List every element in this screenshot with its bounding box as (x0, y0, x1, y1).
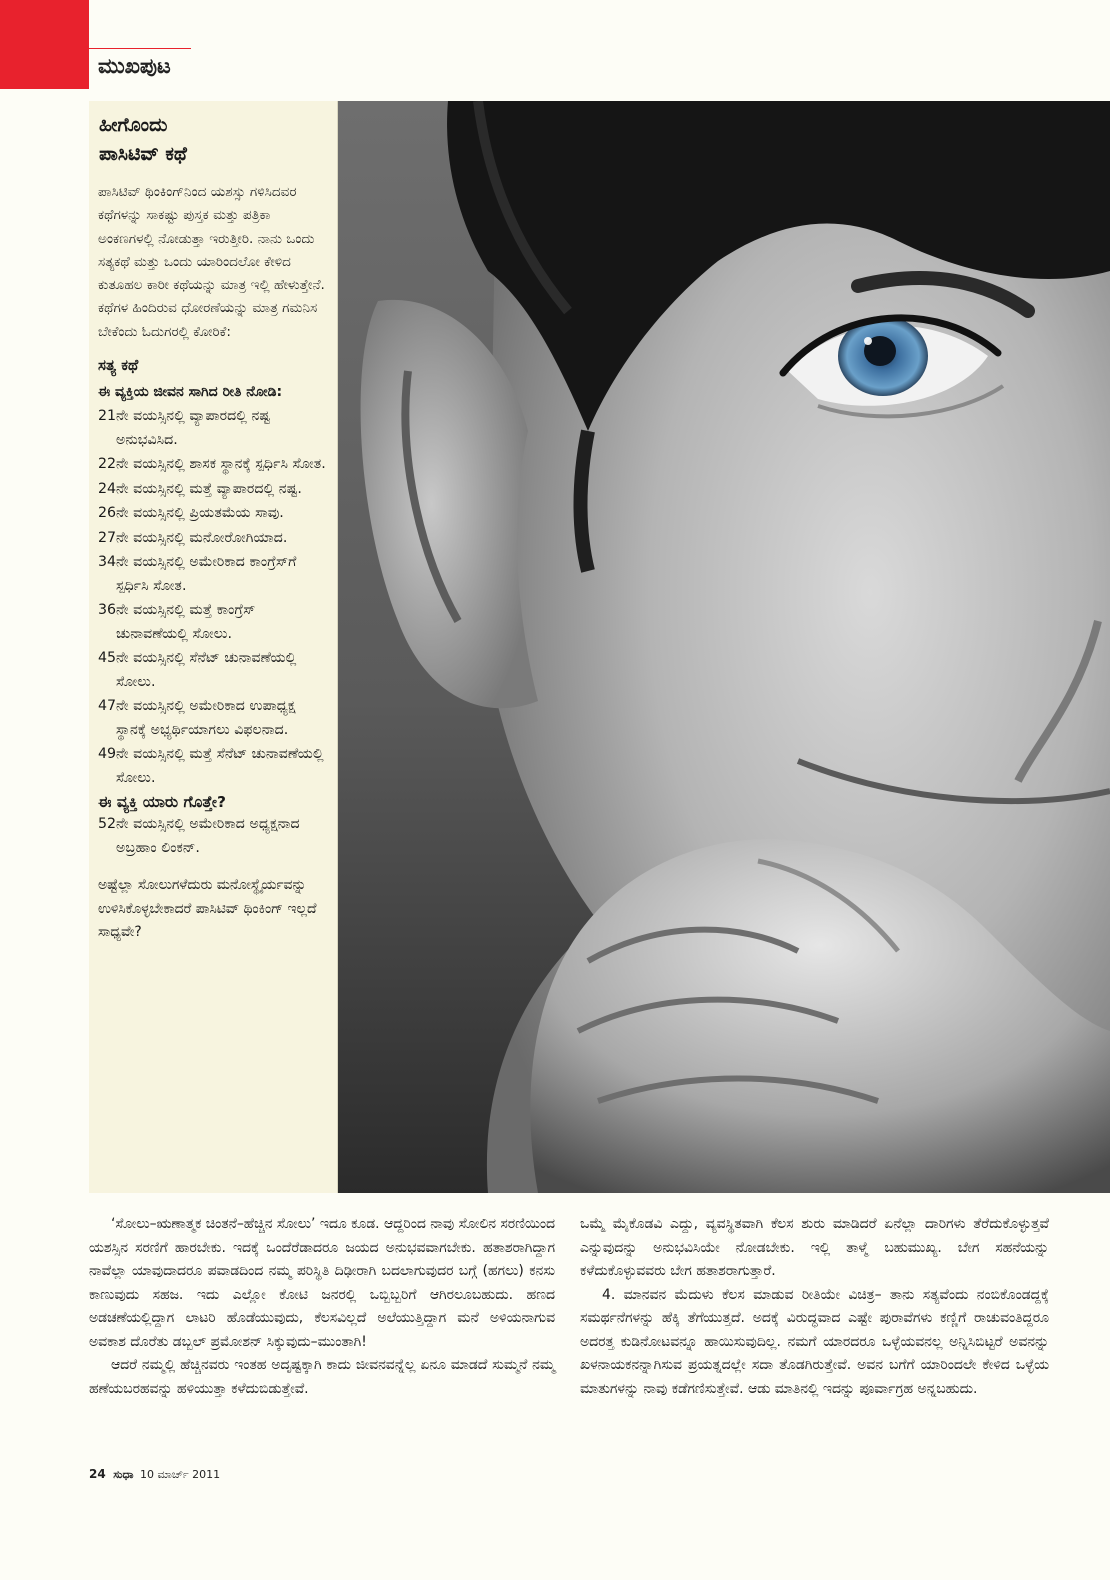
page-number: 24 (89, 1467, 106, 1481)
page-footer (89, 1467, 220, 1482)
section-rule (89, 48, 191, 49)
sidebar-box (89, 101, 338, 1193)
section-label: ಮುಖಪುಟ (98, 54, 171, 78)
issue-date: 10 ಮಾರ್ಚ್ 2011 (140, 1468, 221, 1481)
fact-list (98, 405, 329, 790)
sidebar-subheading: ಸತ್ಯ ಕಥೆ (98, 356, 139, 375)
fact-item: 45ನೇ ವಯಸ್ಸಿನಲ್ಲಿ ಸೆನೆಟ್ ಚುನಾವಣೆಯಲ್ಲಿ ಸೋಲು. (98, 650, 297, 690)
sidebar-title (99, 111, 329, 169)
body-column-2 (580, 1213, 1049, 1401)
body-column-1 (89, 1213, 555, 1401)
body-paragraph: ಒಮ್ಮೆ ಮೈಕೊಡವಿ ಎದ್ದು, ವ್ಯವಸ್ಥಿತವಾಗಿ ಕೆಲಸ ಶುರು ಮಾಡಿದರೆ ಏನೆಲ್ಲಾ ದಾರಿಗಳು ತೆರೆದುಕೊಳ್ಳುತ್ತವೆ ಎನ್ನುವುದನ್ನು ಅನುಭವಿಸಿಯೇ ನೋಡಬೇಕು. ಇಲ್ಲಿ ತಾಳ್ಮೆ ಬಹುಮುಖ್ಯ. ಬೇಗ ಸಹನೆಯನ್ನು ಕಳೆದುಕೊಳ್ಳುವವರು ಬೇಗ ಹತಾಶರಾಗುತ್ತಾರೆ. (580, 1216, 1049, 1279)
magazine-name: ಸುಧಾ (113, 1468, 134, 1481)
sidebar-title-line1: ಹೀಗೊಂದು (99, 114, 168, 136)
sidebar-question: ಈ ವ್ಯಕ್ತಿ ಯಾರು ಗೊತ್ತೇ? (98, 793, 227, 812)
fact-item: 22ನೇ ವಯಸ್ಸಿನಲ್ಲಿ ಶಾಸಕ ಸ್ಥಾನಕ್ಕೆ ಸ್ಪರ್ಧಿಸಿ ಸೋತ. (98, 456, 326, 473)
body-paragraph: ಆದರೆ ನಮ್ಮಲ್ಲಿ ಹೆಚ್ಚಿನವರು ಇಂತಹ ಅದೃಷ್ಟಕ್ಕಾಗಿ ಕಾದು ಜೀವನವನ್ನೆಲ್ಲ ಏನೂ ಮಾಡದೆ ಸುಮ್ಮನೆ ನಮ್ಮ ಹಣೆಯಬರಹವನ್ನು ಹಳಿಯುತ್ತಾ ಕಳೆದುಬಿಡುತ್ತೇವೆ. (89, 1357, 555, 1397)
sidebar-title-line2: ಪಾಸಿಟಿವ್ ಕಥೆ (99, 143, 187, 165)
fact-item: 27ನೇ ವಯಸ್ಸಿನಲ್ಲಿ ಮನೋರೋಗಿಯಾದ. (98, 529, 288, 546)
sidebar-closing: ಅಷ್ಟೆಲ್ಲಾ ಸೋಲುಗಳೆದುರು ಮನೋಸ್ಥೈರ್ಯವನ್ನು ಉಳಿಸಿಕೊಳ್ಳಬೇಕಾದರೆ ಪಾಸಿಟಿವ್ ಥಿಂಕಿಂಗ್ ಇಲ್ಲದೆ ಸಾಧ್ಯವೇ? (98, 877, 317, 941)
sidebar-lead: ಈ ವ್ಯಕ್ತಿಯ ಜೀವನ ಸಾಗಿದ ರೀತಿ ನೋಡಿ: (98, 384, 283, 401)
fact-item-final: 52ನೇ ವಯಸ್ಸಿನಲ್ಲಿ ಅಮೇರಿಕಾದ ಅಧ್ಯಕ್ಷನಾದ ಅಬ್ರಹಾಂ ಲಿಂಕನ್. (98, 816, 300, 856)
fact-item: 34ನೇ ವಯಸ್ಸಿನಲ್ಲಿ ಅಮೇರಿಕಾದ ಕಾಂಗ್ರೆಸ್‌ಗೆ ಸ್ಪರ್ಧಿಸಿ ಸೋತ. (98, 554, 297, 594)
cover-photo-illustration (338, 101, 1110, 1193)
fact-item: 36ನೇ ವಯಸ್ಸಿನಲ್ಲಿ ಮತ್ತೆ ಕಾಂಗ್ರೆಸ್ ಚುನಾವಣೆಯಲ್ಲಿ ಸೋಲು. (98, 602, 256, 642)
cover-photo (338, 101, 1110, 1193)
fact-item: 47ನೇ ವಯಸ್ಸಿನಲ್ಲಿ ಅಮೇರಿಕಾದ ಉಪಾಧ್ಯಕ್ಷ ಸ್ಥಾನಕ್ಕೆ ಅಭ್ಯರ್ಥಿಯಾಗಲು ವಿಫಲನಾದ. (98, 698, 296, 738)
fact-item: 24ನೇ ವಯಸ್ಸಿನಲ್ಲಿ ಮತ್ತೆ ವ್ಯಾಪಾರದಲ್ಲಿ ನಷ್ಟ. (98, 480, 302, 497)
body-paragraph: 4. ಮಾನವನ ಮೆದುಳು ಕೆಲಸ ಮಾಡುವ ರೀತಿಯೇ ವಿಚಿತ್ರ– ತಾನು ಸತ್ಯವೆಂದು ನಂಬಿಕೊಂಡದ್ದಕ್ಕೆ ಸಮರ್ಥನೆಗಳನ್ನು ಹೆಕ್ಕಿ ತೆಗೆಯುತ್ತದೆ. ಅದಕ್ಕೆ ವಿರುದ್ಧವಾದ ಎಷ್ಟೇ ಪುರಾವೆಗಳು ಕಣ್ಣಿಗೆ ರಾಚುವಂತಿದ್ದರೂ ಅದರತ್ತ ಕುಡಿನೋಟವನ್ನೂ ಹಾಯಿಸುವುದಿಲ್ಲ. ನಮಗೆ ಯಾರದರೂ ಒಳ್ಳೆಯವನಲ್ಲ ಅನ್ನಿಸಿಬಿಟ್ಟರೆ ಅವನನ್ನು ಖಳನಾಯಕನನ್ನಾಗಿಸುವ ಪ್ರಯತ್ನದಲ್ಲೇ ಸದಾ ತೊಡಗಿರುತ್ತೇವೆ. ಅವನ ಬಗೆಗೆ ಯಾರಿಂದಲೇ ಕೇಳಿದ ಒಳ್ಳೆಯ ಮಾತುಗಳನ್ನು ನಾವು ಕಡೆಗಣಿಸುತ್ತೇವೆ. ಆಡು ಮಾತಿನಲ್ಲಿ ಇದನ್ನು ಪೂರ್ವಾಗ್ರಹ ಅನ್ನಬಹುದು. (580, 1286, 1049, 1397)
section-color-block (0, 0, 89, 89)
sidebar-intro: ಪಾಸಿಟಿವ್ ಥಿಂಕಿಂಗ್‌ನಿಂದ ಯಶಸ್ಸು ಗಳಿಸಿದವರ ಕಥೆಗಳನ್ನು ಸಾಕಷ್ಟು ಪುಸ್ತಕ ಮತ್ತು ಪತ್ರಿಕಾ ಅಂಕಣಗಳಲ್ಲಿ ನೋಡುತ್ತಾ ಇರುತ್ತೀರಿ. ನಾನು ಒಂದು ಸತ್ಯಕಥೆ ಮತ್ತು ಒಂದು ಯಾರಿಂದಲೋ ಕೇಳಿದ ಕುತೂಹಲ ಕಾರೀ ಕಥೆಯನ್ನು ಮಾತ್ರ ಇಲ್ಲಿ ಹೇಳುತ್ತೇನೆ. ಕಥೆಗಳ ಹಿಂದಿರುವ ಧೋರಣೆಯನ್ನು ಮಾತ್ರ ಗಮನಿಸ ಬೇಕೆಂದು ಓದುಗರಲ್ಲಿ ಕೋರಿಕೆ: (98, 184, 325, 340)
fact-item: 21ನೇ ವಯಸ್ಸಿನಲ್ಲಿ ವ್ಯಾಪಾರದಲ್ಲಿ ನಷ್ಟ ಅನುಭವಿಸಿದ. (98, 408, 271, 448)
fact-item: 49ನೇ ವಯಸ್ಸಿನಲ್ಲಿ ಮತ್ತೆ ಸೆನೆಟ್ ಚುನಾವಣೆಯಲ್ಲಿ ಸೋಲು. (98, 746, 324, 786)
body-paragraph: ‘ಸೋಲು–ಋಣಾತ್ಮಕ ಚಿಂತನೆ–ಹೆಚ್ಚಿನ ಸೋಲು’ ಇದೂ ಕೂಡ. ಆದ್ದರಿಂದ ನಾವು ಸೋಲಿನ ಸರಣಿಯಿಂದ ಯಶಸ್ಸಿನ ಸರಣಿಗೆ ಹಾರಬೇಕು. ಇದಕ್ಕೆ ಒಂದೆರೆಡಾದರೂ ಜಯದ ಅನುಭವವಾಗಬೇಕು. ಹತಾಶರಾಗಿದ್ದಾಗ ನಾವೆಲ್ಲಾ ಯಾವುದಾದರೂ ಪವಾಡದಿಂದ ನಮ್ಮ ಪರಿಸ್ಥಿತಿ ದಿಢೀರಾಗಿ ಬದಲಾಗುವುದರ ಬಗ್ಗೆ (ಹಗಲು) ಕನಸು ಕಾಣುವುದು ಸಹಜ. ಇದು ಎಲ್ಲೋ ಕೋಟಿ ಜನರಲ್ಲಿ ಒಬ್ಬಿಬ್ಬರಿಗೆ ಆಗಿರಲೂಬಹುದು. ಹಣದ ಅಡಚಣೆಯಲ್ಲಿದ್ದಾಗ ಲಾಟರಿ ಹೊಡೆಯುವುದು, ಕೆಲಸವಿಲ್ಲದೆ ಅಲೆಯುತ್ತಿದ್ದಾಗ ಮನೆ ಅಳಿಯನಾಗುವ ಅವಕಾಶ ದೊರೆತು ಡಬ್ಬಲ್ ಪ್ರಮೋಶನ್ ಸಿಕ್ಕುವುದು–ಮುಂತಾಗಿ! (89, 1216, 555, 1350)
fact-item: 26ನೇ ವಯಸ್ಸಿನಲ್ಲಿ ಪ್ರಿಯತಮೆಯ ಸಾವು. (98, 505, 284, 522)
